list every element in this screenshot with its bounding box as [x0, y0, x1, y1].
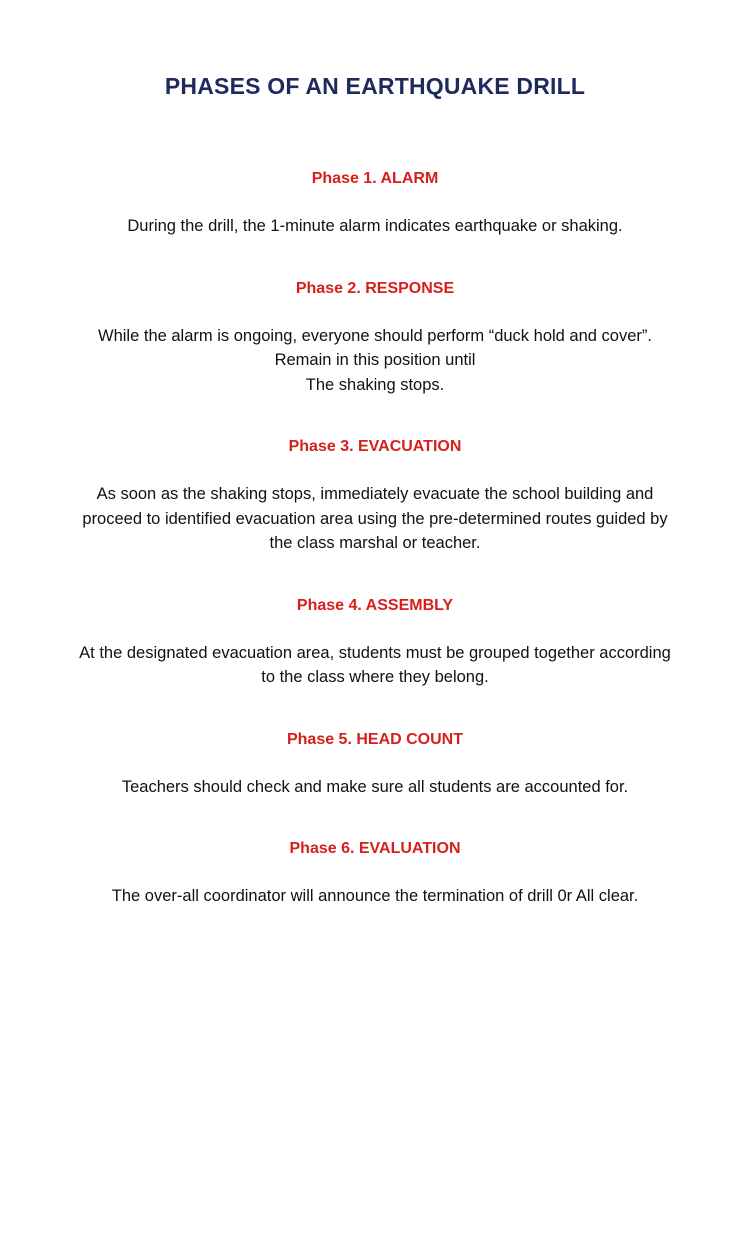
phase-description: [40, 214, 710, 239]
phase-heading: Phase 1. ALARM: [311, 170, 439, 187]
phase-section-head-count: [40, 729, 710, 800]
phase-text-line: Teachers should check and make sure all students are accounted for.: [121, 777, 629, 796]
phase-list: [40, 168, 710, 909]
phase-heading: Phase 5. HEAD COUNT: [286, 730, 464, 748]
phase-section-evaluation: [40, 838, 710, 909]
phase-section-alarm: [40, 168, 710, 239]
phase-description: [40, 884, 710, 909]
phase-section-response: [40, 278, 710, 398]
phase-text-line: proceed to identified evacuation area using the pre-determined routes guided by: [82, 509, 668, 528]
phase-section-assembly: [40, 595, 710, 690]
phase-text-line: to the class where they belong.: [261, 668, 489, 686]
phase-heading: Phase 3. EVACUATION: [288, 438, 462, 455]
phase-text-line: The over-all coordinator will announce the termination of drill 0r All clear.: [111, 887, 639, 905]
phase-text-line: As soon as the shaking stops, immediately evacuate the school building and: [96, 485, 654, 503]
phase-text-line: At the designated evacuation area, students must be grouped together according: [79, 643, 671, 662]
phase-text-line: While the alarm is ongoing, everyone should perform “duck hold and cover”.: [98, 326, 652, 345]
phase-heading: Phase 2. RESPONSE: [295, 279, 455, 297]
page-title: PHASES OF AN EARTHQUAKE DRILL: [164, 73, 586, 99]
phase-description: [40, 482, 710, 556]
phase-text-line: During the drill, the 1-minute alarm indicates earthquake or shaking.: [127, 217, 623, 235]
phase-text-line: Remain in this position until: [274, 351, 476, 369]
phase-text-line: The shaking stops.: [305, 375, 445, 394]
phase-section-evacuation: [40, 436, 710, 556]
phase-heading: Phase 6. EVALUATION: [289, 840, 461, 857]
phase-description: [40, 641, 710, 690]
phase-description: [40, 775, 710, 800]
phase-text-line: the class marshal or teacher.: [269, 534, 481, 552]
phase-description: [40, 324, 710, 398]
phase-heading: Phase 4. ASSEMBLY: [296, 596, 454, 614]
